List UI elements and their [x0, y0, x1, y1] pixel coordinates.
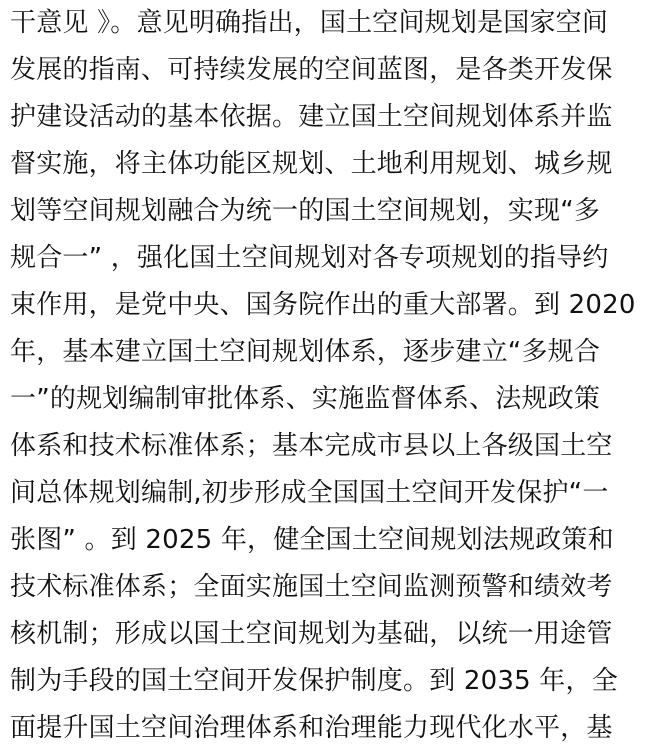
text-line: 束作用，是党中央、国务院作出的重大部署。到 2020 — [10, 290, 636, 320]
text-line: 划等空间规划融合为统一的国土空间规划，实现“多 — [10, 196, 601, 226]
text-line: 一”的规划编制审批体系、实施监督体系、法规政策 — [10, 384, 601, 414]
text-line: 体系和技术标准体系；基本完成市县以上各级国土空 — [10, 431, 613, 461]
text-line: 制为手段的国土空间开发保护制度。到 2035 年，全 — [10, 666, 618, 696]
text-line: 规合一” ，强化国土空间规划对各专项规划的指导约 — [10, 243, 609, 273]
text-line: 技术标准体系；全面实施国土空间监测预警和绩效考 — [10, 572, 613, 602]
text-line: 核机制；形成以国土空间规划为基础，以统一用途管 — [10, 619, 613, 649]
text-line: 督实施，将主体功能区规划、土地利用规划、城乡规 — [10, 149, 613, 179]
text-line: 张图” 。到 2025 年，健全国土空间规划法规政策和 — [10, 525, 614, 555]
text-line: 年，基本建立国土空间规划体系，逐步建立“多规合 — [10, 337, 601, 367]
text-line: 间总体规划编制,初步形成全国国土空间开发保护“一 — [10, 478, 609, 508]
text-line: 护建设活动的基本依据。建立国土空间规划体系并监 — [10, 102, 613, 132]
text-line: 面提升国土空间治理体系和治理能力现代化水平，基 — [10, 713, 613, 743]
text-line: 干意见 》。意见明确指出，国土空间规划是国家空间 — [10, 8, 609, 38]
text-line: 发展的指南、可持续发展的空间蓝图，是各类开发保 — [10, 55, 613, 85]
